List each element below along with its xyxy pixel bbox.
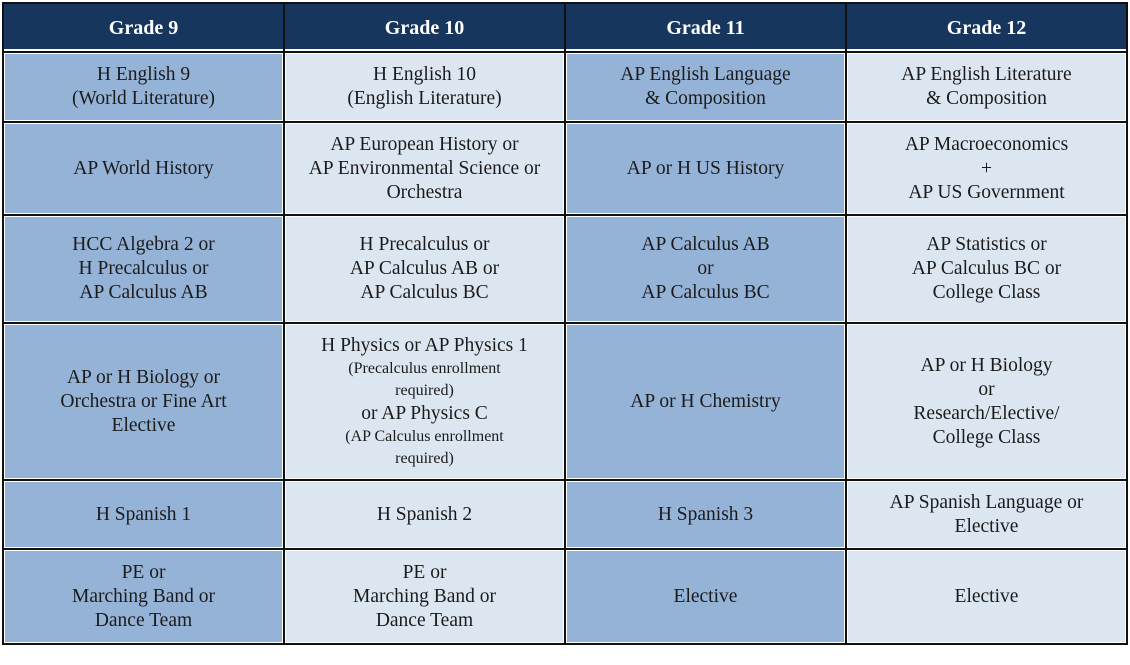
course-cell bbox=[846, 480, 1127, 549]
table-row bbox=[3, 215, 1127, 323]
header-grade-12: Grade 12 bbox=[846, 3, 1127, 52]
course-cell bbox=[846, 52, 1127, 122]
course-cell bbox=[565, 52, 846, 122]
course-text: H Precalculus or bbox=[359, 234, 490, 255]
table-row bbox=[3, 52, 1127, 122]
course-text: AP Calculus AB or bbox=[349, 258, 500, 279]
table-row bbox=[3, 122, 1127, 215]
course-text: AP Calculus AB bbox=[79, 282, 208, 303]
course-cell bbox=[565, 215, 846, 323]
table-row bbox=[3, 323, 1127, 480]
course-text: College Class bbox=[932, 282, 1041, 303]
course-text: (English Literature) bbox=[347, 88, 502, 109]
course-text: Dance Team bbox=[375, 609, 474, 631]
course-text: AP or H US History bbox=[626, 157, 785, 179]
course-text: Orchestra bbox=[386, 181, 463, 203]
course-text: AP English Literature bbox=[901, 64, 1072, 85]
course-cell bbox=[565, 480, 846, 549]
header-row bbox=[3, 3, 1127, 52]
course-cell bbox=[846, 549, 1127, 644]
course-text: H Spanish 1 bbox=[95, 503, 192, 525]
course-text: required) bbox=[395, 381, 454, 399]
course-text: Marching Band or bbox=[353, 585, 496, 607]
course-cell bbox=[3, 215, 284, 323]
course-cell bbox=[284, 122, 565, 215]
course-text: (World Literature) bbox=[72, 88, 215, 109]
course-cell bbox=[3, 52, 284, 122]
course-text: Dance Team bbox=[94, 609, 193, 631]
course-cell bbox=[3, 323, 284, 480]
course-cell bbox=[3, 122, 284, 215]
course-text: AP Calculus AB bbox=[641, 234, 770, 255]
course-cell bbox=[284, 549, 565, 644]
course-text: H Spanish 2 bbox=[376, 503, 473, 525]
course-text: H English 10 bbox=[373, 64, 476, 85]
course-text: Elective bbox=[673, 585, 738, 607]
course-text: AP Calculus BC bbox=[641, 282, 770, 303]
header-grade-10: Grade 10 bbox=[284, 3, 565, 52]
course-text: PE or bbox=[402, 561, 447, 583]
course-text: & Composition bbox=[926, 88, 1047, 109]
course-text: AP Calculus BC or bbox=[911, 258, 1062, 279]
course-text: AP or H Biology bbox=[920, 354, 1053, 376]
course-text: AP Environmental Science or bbox=[308, 157, 541, 179]
course-text: Research/Elective/ bbox=[913, 402, 1060, 424]
course-text: & Composition bbox=[645, 88, 766, 109]
course-text: AP or H Biology or bbox=[66, 366, 221, 388]
course-cell bbox=[284, 323, 565, 480]
course-text: College Class bbox=[932, 426, 1041, 448]
header-grade-9: Grade 9 bbox=[3, 3, 284, 52]
course-text: AP Calculus BC bbox=[360, 282, 489, 303]
course-cell bbox=[846, 323, 1127, 480]
course-text: or bbox=[697, 258, 714, 279]
header-grade-11: Grade 11 bbox=[565, 3, 846, 52]
course-text: (AP Calculus enrollment bbox=[345, 427, 504, 445]
course-cell bbox=[284, 480, 565, 549]
course-text: AP Statistics or bbox=[926, 234, 1047, 255]
course-text: AP or H Chemistry bbox=[630, 390, 781, 412]
course-text: required) bbox=[395, 449, 454, 467]
course-text: AP Macroeconomics bbox=[904, 133, 1069, 155]
table-row bbox=[3, 549, 1127, 644]
course-cell bbox=[565, 549, 846, 644]
course-cell bbox=[3, 549, 284, 644]
course-text: AP US Government bbox=[908, 181, 1065, 203]
course-text: H Physics or AP Physics 1 bbox=[321, 334, 528, 356]
course-text: H English 9 bbox=[96, 64, 191, 85]
course-cell bbox=[846, 215, 1127, 323]
course-text: HCC Algebra 2 or bbox=[72, 234, 215, 255]
course-text: AP European History or bbox=[330, 133, 519, 155]
course-text: or AP Physics C bbox=[361, 402, 488, 424]
course-text: Elective bbox=[954, 585, 1019, 607]
course-text: Elective bbox=[111, 414, 176, 436]
course-cell bbox=[3, 480, 284, 549]
course-text: Marching Band or bbox=[72, 585, 215, 607]
course-text: (Precalculus enrollment bbox=[348, 359, 501, 377]
course-cell bbox=[284, 215, 565, 323]
course-plan-table bbox=[2, 2, 1128, 645]
course-text: PE or bbox=[121, 561, 166, 583]
course-cell bbox=[284, 52, 565, 122]
course-cell bbox=[846, 122, 1127, 215]
course-text: H Spanish 3 bbox=[657, 503, 754, 525]
course-text: + bbox=[981, 157, 992, 179]
course-text: Orchestra or Fine Art bbox=[60, 390, 227, 412]
course-cell bbox=[565, 323, 846, 480]
table-row bbox=[3, 480, 1127, 549]
course-text: AP World History bbox=[73, 157, 214, 179]
course-text: AP English Language bbox=[620, 64, 791, 85]
course-text: H Precalculus or bbox=[78, 258, 209, 279]
course-cell bbox=[565, 122, 846, 215]
course-text: or bbox=[978, 378, 995, 400]
course-text: Elective bbox=[954, 515, 1019, 537]
course-text: AP Spanish Language or bbox=[889, 491, 1084, 513]
